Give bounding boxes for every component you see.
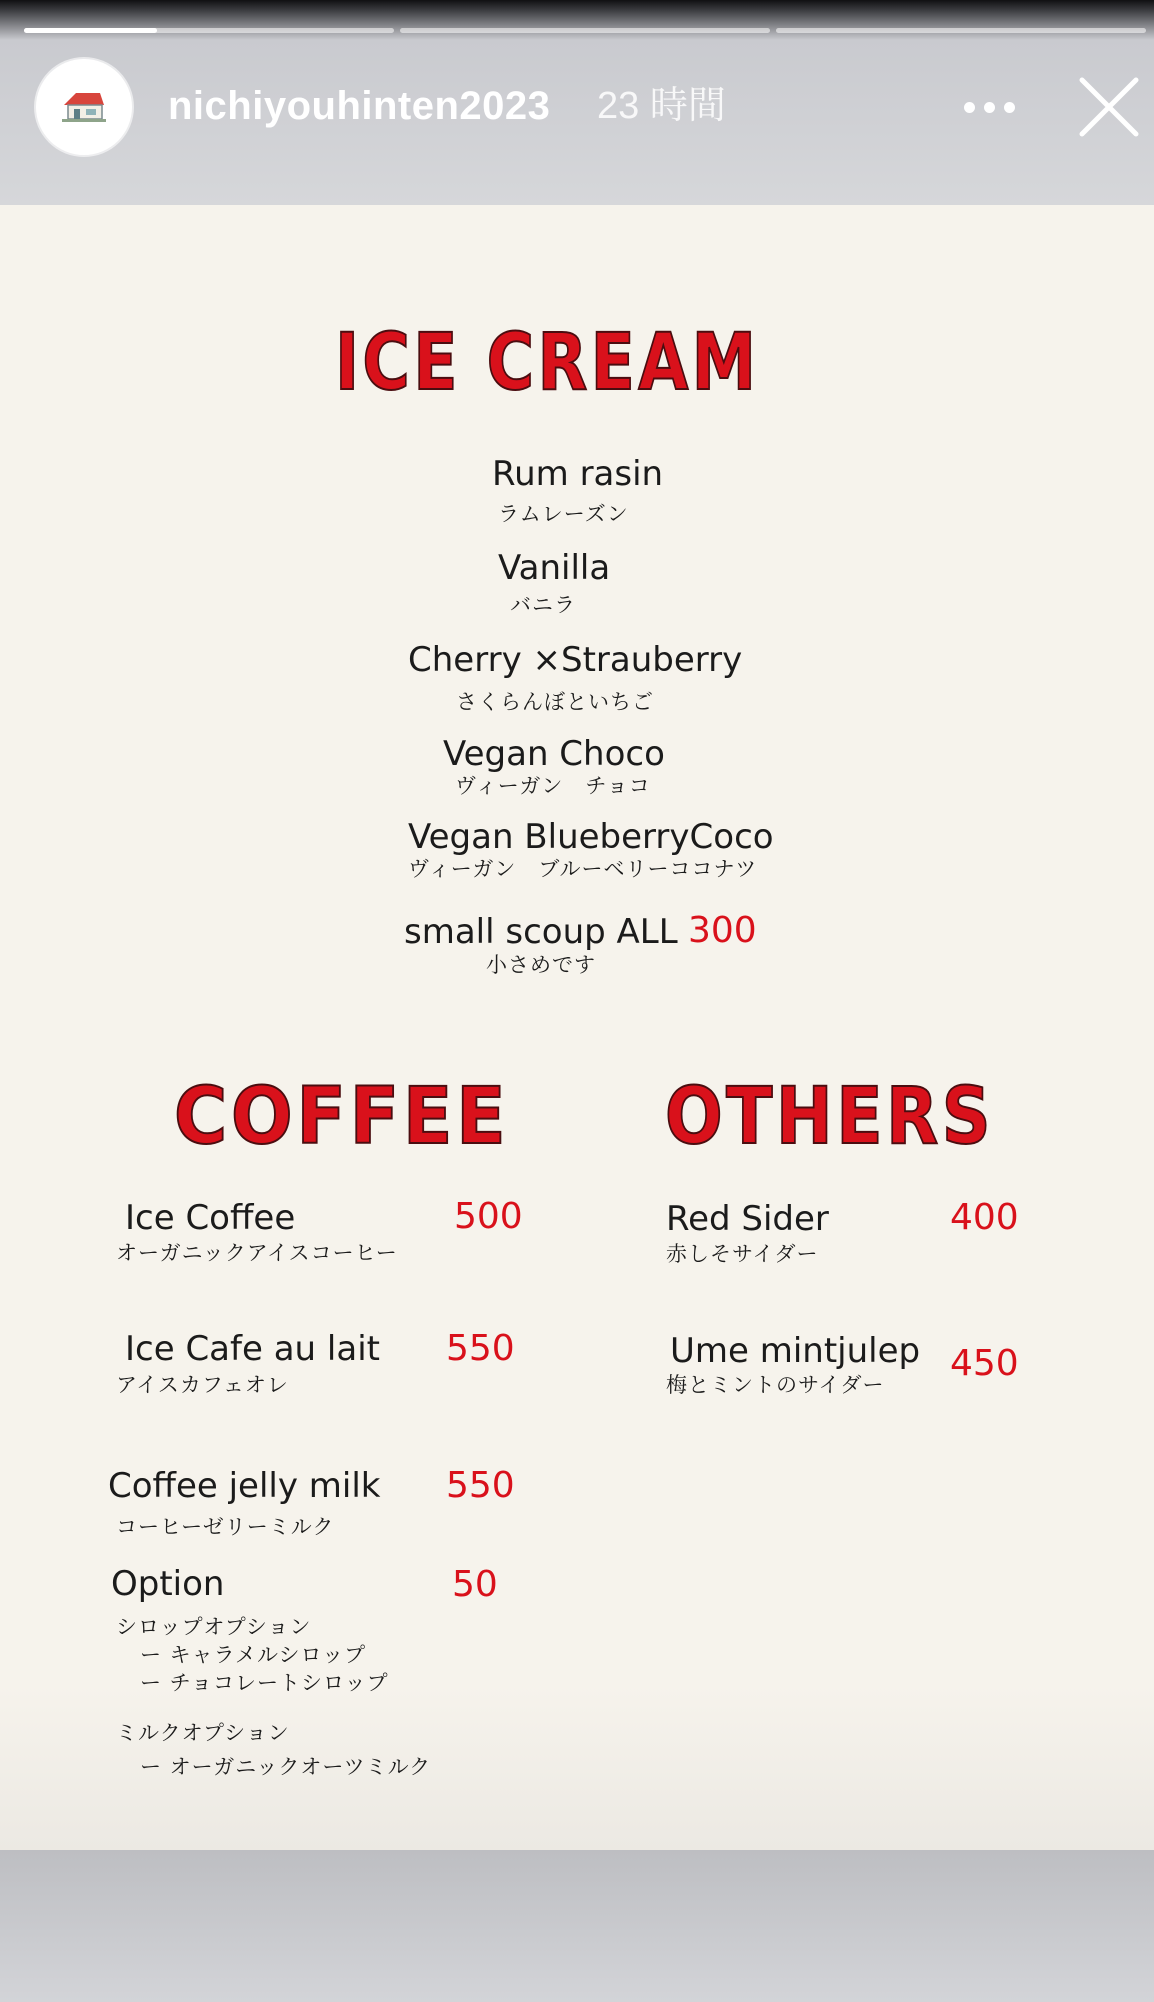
ellipsis-icon[interactable] [960, 92, 1020, 122]
coffee-price: 550 [446, 1465, 515, 1506]
others-item-jp: 赤しそサイダー [666, 1242, 819, 1266]
story-progress-3 [776, 28, 1146, 33]
ice-cream-item-name: Vanilla [498, 548, 611, 588]
others-price: 400 [950, 1197, 1019, 1238]
coffee-item-name: Ice Cafe au lait [125, 1329, 380, 1369]
coffee-item-jp: オーガニックアイスコーヒー [116, 1241, 398, 1265]
others-heading: OTHERS [665, 1072, 995, 1162]
story-header [0, 0, 1154, 205]
coffee-item-jp: コーヒーゼリーミルク [116, 1515, 335, 1539]
others-item-name: Ume mintjulep [670, 1331, 921, 1371]
story-footer [0, 1850, 1154, 2002]
story-progress-fill-1 [24, 28, 157, 33]
ice-cream-item-name: Vegan Choco [443, 734, 665, 774]
ice-cream-item-name: Vegan BlueberryCoco [408, 817, 774, 857]
others-item-jp: 梅とミントのサイダー [666, 1373, 885, 1397]
story-progress-1 [24, 28, 394, 33]
milk-option-item: ー オーガニックオーツミルク [140, 1755, 432, 1779]
ice-cream-item-jp: ラムレーズン [498, 502, 629, 526]
ice-cream-item-jp: さくらんぼといちご [456, 690, 654, 714]
coffee-heading: COFFEE [174, 1072, 510, 1162]
ice-cream-item-name: Cherry ×Strauberry [408, 640, 743, 680]
ice-cream-item-jp: バニラ [510, 593, 576, 617]
story-username[interactable]: nichiyouhinten2023 [168, 84, 551, 128]
ice-cream-item-jp: 小さめです [486, 953, 596, 977]
ice-cream-price: 300 [688, 910, 757, 951]
story-progress-2 [400, 28, 770, 33]
avatar[interactable] [36, 59, 132, 155]
option-price: 50 [452, 1564, 498, 1605]
ice-cream-heading: ICE CREAM [335, 318, 760, 408]
others-item-name: Red Sider [666, 1199, 829, 1239]
others-price: 450 [950, 1343, 1019, 1384]
story-timestamp: 23 時間 [597, 85, 726, 127]
syrup-option-item: ー キャラメルシロップ [140, 1643, 367, 1667]
coffee-item-name: Coffee jelly milk [108, 1466, 381, 1506]
close-icon[interactable] [1078, 76, 1140, 138]
syrup-option-item: ー チョコレートシロップ [140, 1671, 389, 1695]
coffee-item-jp: アイスカフェオレ [116, 1373, 289, 1397]
ice-cream-item-jp: ヴィーガン ブルーベリーココナツ [408, 857, 758, 881]
house-icon [60, 89, 108, 125]
milk-option-heading: ミルクオプション [116, 1721, 290, 1745]
coffee-price: 550 [446, 1328, 515, 1369]
ice-cream-item-jp: ヴィーガン チョコ [455, 774, 651, 798]
option-label: Option [111, 1564, 225, 1604]
coffee-item-name: Ice Coffee [125, 1198, 296, 1238]
syrup-option-heading: シロップオプション [116, 1615, 312, 1639]
ice-cream-item-name: Rum rasin [492, 454, 664, 494]
ice-cream-item-name: small scoup ALL [404, 912, 678, 952]
coffee-price: 500 [454, 1196, 523, 1237]
